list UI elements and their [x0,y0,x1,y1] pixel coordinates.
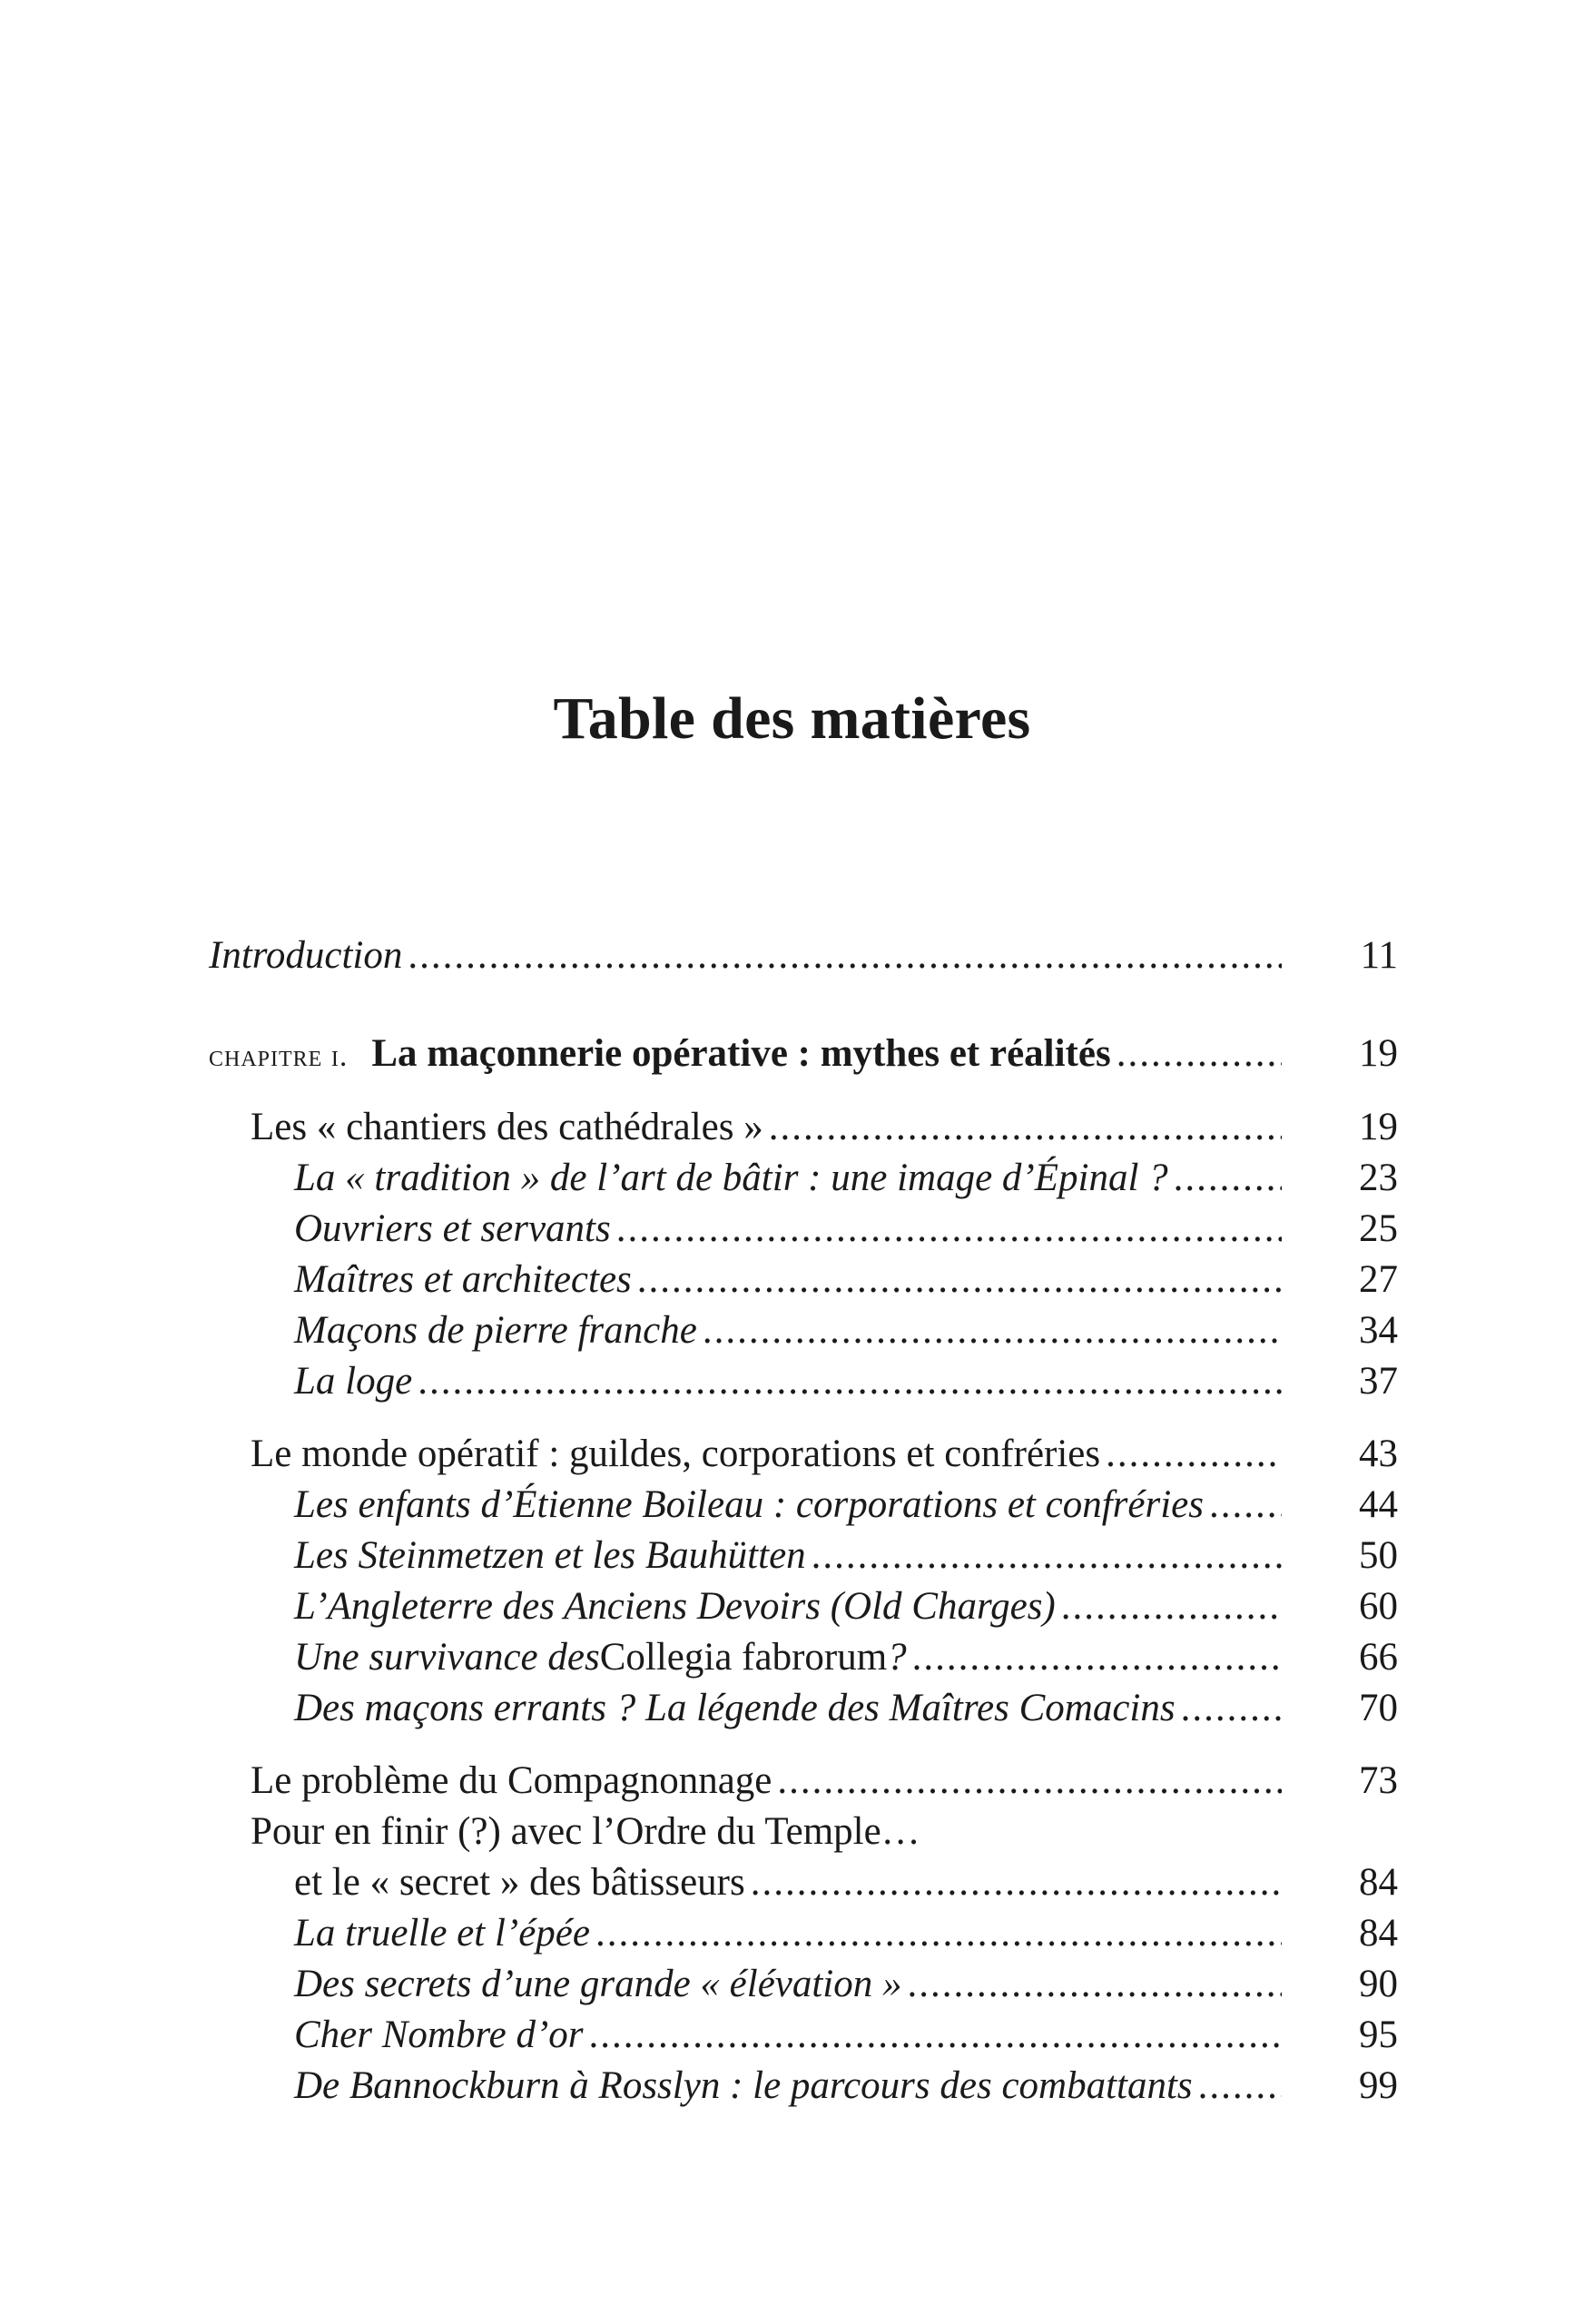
toc-page-number: 95 [1359,2014,1398,2056]
toc-entry-title-part: Une survivance des [294,1636,600,1679]
toc-entry-subsection[interactable] [294,1204,1289,1255]
toc-page-number: 11 [1360,934,1398,977]
toc-entry-subsection[interactable] [294,1153,1289,1204]
toc-entry-title: Les Steinmetzen et les Bauhütten [294,1534,806,1577]
toc-entry-title: Des maçons errants ? La légende des Maîtres Comacins [294,1687,1176,1729]
dot-leader [769,1102,1282,1153]
dot-leader [751,1857,1282,1908]
dot-leader [1198,2061,1282,2112]
dot-leader [908,1959,1282,2010]
toc-entry-subsection[interactable] [294,1959,1289,2010]
dot-leader [1106,1429,1282,1480]
dot-leader [418,1356,1282,1407]
toc-page-number: 70 [1359,1687,1398,1729]
toc-entry-title: Le monde opératif : guildes, corporations et confréries [251,1433,1101,1475]
toc-entry-subsection[interactable] [294,1356,1289,1407]
toc-entry-title: La loge [294,1360,413,1403]
toc-entry-section-continued[interactable] [294,1857,1289,1908]
toc-entry-subsection[interactable] [294,1531,1289,1581]
toc-entry-title: La maçonnerie opérative : mythes et réalités [371,1032,1111,1075]
toc-page-number: 73 [1359,1759,1398,1802]
toc-entry-section[interactable] [251,1756,1289,1807]
toc-entry-section[interactable] [251,1429,1289,1480]
dot-leader [1209,1480,1282,1531]
dot-leader [589,2010,1282,2061]
toc-entry-introduction[interactable] [209,931,1289,981]
dot-leader [812,1531,1282,1581]
dot-leader [408,931,1282,981]
dot-leader [637,1255,1282,1305]
toc-entry-title: L’Angleterre des Anciens Devoirs (Old Charges) [294,1585,1056,1628]
toc-page-number: 84 [1359,1912,1398,1955]
dot-leader [1061,1581,1282,1632]
toc-entry-subsection[interactable] [294,1305,1289,1356]
dot-leader [912,1632,1282,1683]
toc-page-number: 34 [1359,1309,1398,1352]
toc-entry-title: Cher Nombre d’or [294,2014,584,2056]
dot-leader [703,1305,1282,1356]
toc-page-number: 90 [1359,1963,1398,2005]
toc-entry-subsection[interactable] [294,2061,1289,2112]
toc-entry-subsection[interactable] [294,1255,1289,1305]
toc-page-number: 43 [1359,1433,1398,1475]
toc-entry-title: La « tradition » de l’art de bâtir : une image d’Épinal ? [294,1157,1168,1199]
toc-entry-subsection[interactable] [294,1908,1289,1959]
toc-entry-section[interactable] [251,1102,1289,1153]
toc-entry-subsection[interactable] [294,1581,1289,1632]
toc-page-number: 37 [1359,1360,1398,1403]
toc-entry-subsection[interactable] [294,2010,1289,2061]
toc-entry-subsection[interactable] [294,1683,1289,1734]
toc-entry-chapter-1[interactable] [209,1029,1289,1079]
dot-leader [777,1756,1282,1807]
dot-leader [1117,1029,1282,1079]
toc-entry-title: Les « chantiers des cathédrales » [251,1106,763,1148]
toc-page-number: 44 [1359,1483,1398,1526]
dot-leader [1181,1683,1282,1734]
toc-entry-title: Pour en finir (?) avec l’Ordre du Temple… [251,1810,920,1853]
toc-entry-title: La truelle et l’épée [294,1912,590,1955]
toc-page-number: 84 [1359,1861,1398,1904]
toc-entry-title-roman: Collegia fabrorum [599,1636,888,1679]
toc-entry-title: Ouvriers et servants [294,1207,611,1250]
toc-page-number: 99 [1359,2064,1398,2107]
toc-entry-title: Le problème du Compagnonnage [251,1759,772,1802]
page-title: Table des matières [553,685,1031,752]
toc-entry-title: Des secrets d’une grande « élévation » [294,1963,902,2005]
toc-entry-title: Maîtres et architectes [294,1258,632,1301]
dot-leader [1174,1153,1282,1204]
toc-entry-title: Les enfants d’Étienne Boileau : corporations et confréries [294,1483,1204,1526]
toc-entry-subsection[interactable] [294,1480,1289,1531]
toc-page-number: 60 [1359,1585,1398,1628]
toc-page-number: 23 [1359,1157,1398,1199]
toc-entry-subsection[interactable] [294,1632,1289,1683]
toc-entry-title: et le « secret » des bâtisseurs [294,1861,745,1904]
dot-leader [595,1908,1282,1959]
toc-page-number: 19 [1359,1106,1398,1148]
toc-page-number: 50 [1359,1534,1398,1577]
toc-entry-section[interactable] [251,1807,1289,1857]
chapter-label: chapitre i. [209,1039,349,1073]
toc-entry-title: De Bannockburn à Rosslyn : le parcours des combattants [294,2064,1193,2107]
toc-page-number: 66 [1359,1636,1398,1679]
dot-leader [616,1204,1282,1255]
toc-page-number: 19 [1359,1032,1398,1075]
toc-page-number: 25 [1359,1207,1398,1250]
toc-entry-title: Introduction [209,934,403,977]
toc-page-number: 27 [1359,1258,1398,1301]
toc-entry-title: Maçons de pierre franche [294,1309,697,1352]
toc-entry-title-part: ? [887,1636,907,1679]
